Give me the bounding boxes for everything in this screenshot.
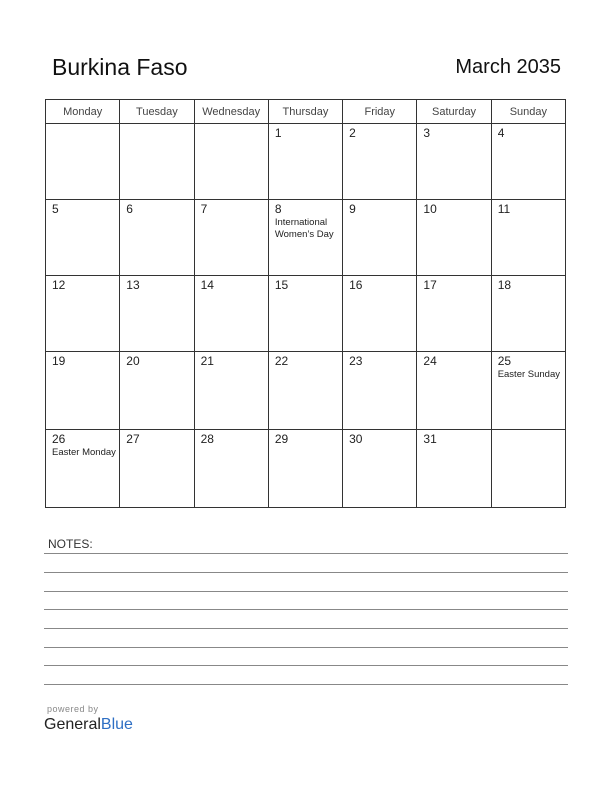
day-cell [417, 124, 491, 200]
day-cell [268, 200, 342, 276]
week-row [46, 200, 566, 276]
day-cell [268, 352, 342, 430]
day-cell [46, 352, 120, 430]
day-number: 16 [349, 278, 363, 292]
note-line [44, 628, 568, 629]
weekday-friday: Friday [343, 100, 417, 124]
day-cell [491, 430, 565, 508]
day-number: 15 [274, 278, 289, 292]
week-row [46, 352, 566, 430]
day-cell [268, 276, 342, 352]
day-cell [120, 276, 194, 352]
note-line [44, 665, 568, 666]
generalblue-logo [44, 716, 133, 734]
day-cell [417, 200, 491, 276]
day-number: 4 [497, 126, 505, 140]
day-number: 30 [349, 432, 363, 446]
day-number: 19 [52, 354, 66, 368]
day-cell [491, 200, 565, 276]
day-cell [46, 276, 120, 352]
day-number: 26 [52, 432, 66, 446]
day-cell [120, 200, 194, 276]
day-number: 24 [423, 354, 437, 368]
brand-general: General [44, 716, 101, 733]
day-cell [120, 352, 194, 430]
holiday-label: Easter Sunday [497, 369, 561, 380]
day-number: 10 [423, 202, 437, 216]
weekday-tuesday: Tuesday [120, 100, 194, 124]
note-line [44, 553, 568, 554]
calendar-grid [45, 99, 566, 508]
day-number: 27 [126, 432, 140, 446]
day-cell [343, 200, 417, 276]
day-cell [343, 430, 417, 508]
holiday-label: Easter Monday [52, 447, 116, 458]
brand-blue: Blue [100, 716, 133, 733]
day-cell [343, 276, 417, 352]
day-number: 11 [497, 202, 511, 216]
day-cell [491, 124, 565, 200]
day-number: 23 [349, 354, 363, 368]
day-cell [194, 352, 268, 430]
day-number: 5 [52, 202, 59, 216]
day-cell [120, 124, 194, 200]
week-row [46, 276, 566, 352]
notes-label: NOTES: [48, 537, 93, 551]
weekday-wednesday: Wednesday [194, 100, 268, 124]
country-title: Burkina Faso [52, 54, 188, 80]
week-row [46, 124, 566, 200]
day-number: 14 [200, 278, 214, 292]
day-cell [343, 124, 417, 200]
day-number: 13 [126, 278, 140, 292]
day-number: 12 [52, 278, 66, 292]
day-cell [491, 276, 565, 352]
day-number: 29 [274, 432, 289, 446]
day-number: 22 [274, 354, 289, 368]
day-cell [417, 352, 491, 430]
day-number: 6 [126, 202, 133, 216]
note-line [44, 609, 568, 610]
day-number: 25 [497, 354, 512, 368]
note-line [44, 591, 568, 592]
month-title: March 2035 [455, 56, 561, 78]
day-number: 18 [497, 278, 512, 292]
weekday-sunday: Sunday [491, 100, 565, 124]
day-number: 31 [423, 432, 437, 446]
day-number: 20 [126, 354, 140, 368]
day-cell [46, 200, 120, 276]
day-number: 1 [274, 126, 282, 140]
day-number: 21 [200, 354, 214, 368]
day-cell [194, 276, 268, 352]
note-line [44, 684, 568, 685]
day-cell [120, 430, 194, 508]
day-cell [491, 352, 565, 430]
day-number: 17 [423, 278, 437, 292]
day-cell [417, 276, 491, 352]
day-cell [343, 352, 417, 430]
weekday-thursday: Thursday [268, 100, 342, 124]
day-number: 7 [200, 202, 208, 216]
weekday-saturday: Saturday [417, 100, 491, 124]
day-cell [46, 124, 120, 200]
day-number: 2 [349, 126, 356, 140]
day-number: 3 [423, 126, 431, 140]
day-number: 28 [200, 432, 214, 446]
day-cell [194, 430, 268, 508]
day-number: 8 [274, 202, 282, 216]
day-cell [268, 124, 342, 200]
powered-by-label: powered by [47, 704, 99, 714]
holiday-label: International Women’s Day [274, 217, 334, 240]
day-cell [417, 430, 491, 508]
weekday-monday: Monday [46, 100, 120, 124]
day-cell [194, 200, 268, 276]
note-line [44, 647, 568, 648]
day-cell [194, 124, 268, 200]
weekday-header-row [46, 100, 566, 124]
day-cell [268, 430, 342, 508]
week-row [46, 430, 566, 508]
note-line [44, 572, 568, 573]
day-cell [46, 430, 120, 508]
day-number: 9 [349, 202, 356, 216]
